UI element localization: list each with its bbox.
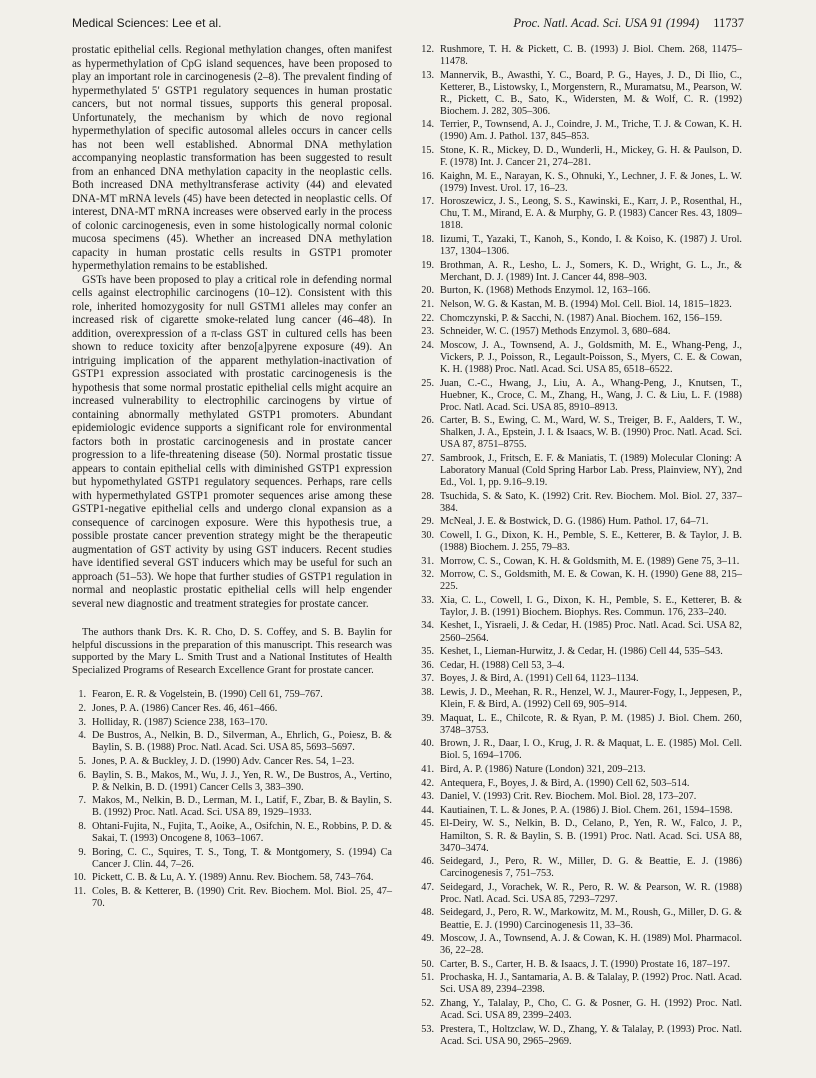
reference-number: 43. bbox=[421, 791, 434, 803]
reference-number: 19. bbox=[421, 259, 434, 271]
reference-number: 20. bbox=[421, 285, 434, 297]
reference-number: 47. bbox=[421, 881, 434, 893]
reference-text: Schneider, W. C. (1957) Methods Enzymol. 3, 680–684. bbox=[440, 326, 671, 338]
reference-number: 46. bbox=[421, 856, 434, 868]
reference-number: 30. bbox=[421, 529, 434, 541]
reference-text: Brothman, A. R., Lesho, L. J., Somers, K. D., Wright, G. L., Jr., & Merchant, D. J. (1989) Int. J. Cancer 44, 898–903. bbox=[440, 259, 742, 283]
reference-item bbox=[72, 730, 392, 754]
reference-item bbox=[72, 886, 392, 910]
reference-number: 42. bbox=[421, 777, 434, 789]
reference-text: McNeal, J. E. & Bostwick, D. G. (1986) Hum. Pathol. 17, 64–71. bbox=[440, 516, 709, 528]
header-journal-citation bbox=[513, 16, 744, 31]
reference-number: 4. bbox=[78, 730, 86, 742]
reference-number: 16. bbox=[421, 170, 434, 182]
reference-text: Coles, B. & Ketterer, B. (1990) Crit. Rev. Biochem. Mol. Biol. 25, 47–70. bbox=[92, 885, 392, 909]
reference-number: 33. bbox=[421, 594, 434, 606]
reference-item bbox=[420, 620, 742, 644]
reference-number: 14. bbox=[421, 119, 434, 131]
reference-item bbox=[420, 1024, 742, 1048]
header-page-number: 11737 bbox=[713, 16, 744, 30]
reference-item bbox=[420, 687, 742, 711]
reference-text: Boring, C. C., Squires, T. S., Tong, T. & Montgomery, S. (1994) Ca Cancer J. Clin. 44, 7–26. bbox=[92, 846, 392, 870]
reference-number: 27. bbox=[421, 452, 434, 464]
reference-list-left bbox=[72, 689, 392, 909]
reference-item bbox=[420, 907, 742, 931]
reference-item bbox=[420, 313, 742, 325]
reference-item bbox=[420, 660, 742, 672]
reference-text: Seidegard, J., Pero, R. W., Markowitz, M. M., Roush, G., Miller, D. G. & Beattie, E. J. (1990) Carcinogenesis 11, 33–36. bbox=[440, 907, 742, 931]
reference-text: Cowell, I. G., Dixon, K. H., Pemble, S. E., Ketterer, B. & Taylor, J. B. (1988) Biochem. J. 255, 79–83. bbox=[440, 529, 742, 553]
reference-item bbox=[420, 933, 742, 957]
reference-item bbox=[420, 791, 742, 803]
reference-item bbox=[420, 569, 742, 593]
reference-item bbox=[420, 805, 742, 817]
reference-number: 37. bbox=[421, 673, 434, 685]
reference-number: 52. bbox=[421, 998, 434, 1010]
reference-number: 22. bbox=[421, 312, 434, 324]
reference-text: Keshet, I., Lieman-Hurwitz, J. & Cedar, H. (1986) Cell 44, 535–543. bbox=[440, 646, 723, 658]
reference-text: Ohtani-Fujita, N., Fujita, T., Aoike, A., Osifchin, N. E., Robbins, P. D. & Sakai, T. (1993) Oncogene 8, 1063–1067. bbox=[92, 820, 392, 844]
body-paragraph: prostatic epithelial cells. Regional methylation changes, often manifest as hypermethylation of CpG island sequences, have been proposed to play an important role in carcinogenesis (2–8). The prevalent finding of hypermethylated 5′ GSTP1 regulatory sequences in human prostatic cancers, but not normal tissues, supports this general proposal. Unfortunately, the mechanism by which de novo regional hypermethylation of specific autosomal alleles occurs in cancer cells has not been well established. Abnormal DNA methylation accompanying neoplastic transformation has been suggested to result from an enhanced DNA methylation capacity in the neoplastic cells. Both increased DNA methyltransferase activity (44) and elevated DNA-MT mRNA levels (45) have been detected in neoplastic cells. Of interest, DNA-MT mRNA increases were observed early in the process of colonic carcinogenesis, even in some histologically normal colonic mucosa specimens (45). Whether an increased DNA methylation capacity in human prostatic cells results in GSTP1 promoter hypermethylation remains to be established. bbox=[72, 44, 392, 272]
reference-number: 48. bbox=[421, 907, 434, 919]
reference-text: Rushmore, T. H. & Pickett, C. B. (1993) J. Biol. Chem. 268, 11475–11478. bbox=[440, 44, 742, 68]
reference-text: Carter, B. S., Carter, H. B. & Isaacs, J. T. (1990) Prostate 16, 187–197. bbox=[440, 958, 731, 970]
reference-text: Holliday, R. (1987) Science 238, 163–170. bbox=[92, 716, 268, 728]
reference-text: Burton, K. (1968) Methods Enzymol. 12, 163–166. bbox=[440, 285, 651, 297]
reference-item bbox=[420, 516, 742, 528]
reference-text: Brown, J. R., Daar, I. O., Krug, J. R. & Maquat, L. E. (1985) Mol. Cell. Biol. 5, 1694–1706. bbox=[440, 738, 742, 762]
reference-text: Stone, K. R., Mickey, D. D., Wunderli, H., Mickey, G. H. & Paulson, D. F. (1978) Int. J. Cancer 21, 274–281. bbox=[440, 145, 742, 169]
reference-number: 39. bbox=[421, 712, 434, 724]
reference-text: Iizumi, T., Yazaki, T., Kanoh, S., Kondo, I. & Koiso, K. (1987) J. Urol. 137, 1304–1306. bbox=[440, 234, 742, 258]
reference-item bbox=[420, 764, 742, 776]
reference-number: 40. bbox=[421, 738, 434, 750]
reference-text: Seidegard, J., Vorachek, W. R., Pero, R. W. & Pearson, W. R. (1988) Proc. Natl. Acad. Sci. USA 85, 7293–7297. bbox=[440, 881, 742, 905]
reference-number: 21. bbox=[421, 298, 434, 310]
reference-text: Maquat, L. E., Chilcote, R. & Ryan, P. M. (1985) J. Biol. Chem. 260, 3748–3753. bbox=[440, 712, 742, 736]
reference-text: Baylin, S. B., Makos, M., Wu, J. J., Yen, R. W., De Bustros, A., Vertino, P. & Nelkin, B. D. (1991) Cancer Cells 3, 383–390. bbox=[92, 769, 392, 793]
reference-item bbox=[420, 856, 742, 880]
reference-item bbox=[420, 778, 742, 790]
reference-item bbox=[420, 260, 742, 284]
reference-item bbox=[420, 556, 742, 568]
reference-text: Tsuchida, S. & Sato, K. (1992) Crit. Rev. Biochem. Mol. Biol. 27, 337–384. bbox=[440, 490, 742, 514]
reference-item bbox=[420, 595, 742, 619]
reference-number: 34. bbox=[421, 620, 434, 632]
left-column bbox=[72, 44, 392, 911]
reference-item bbox=[420, 378, 742, 414]
reference-text: Jones, P. A. & Buckley, J. D. (1990) Adv. Cancer Res. 54, 1–23. bbox=[92, 755, 355, 767]
reference-number: 35. bbox=[421, 646, 434, 658]
reference-text: Juan, C.-C., Hwang, J., Liu, A. A., Whang-Peng, J., Knutsen, T., Huebner, K., Croce, C. M., Zhang, H., Wang, J. C. & Liu, L. F. (1988) Proc. Natl. Acad. Sci. USA 85, 8910–8913. bbox=[440, 377, 742, 413]
reference-number: 8. bbox=[78, 820, 86, 832]
reference-number: 12. bbox=[421, 44, 434, 55]
reference-item bbox=[420, 326, 742, 338]
reference-text: El-Deiry, W. S., Nelkin, B. D., Celano, P., Yen, R. W., Falco, J. P., Hamilton, S. R. & Baylin, S. B. (1991) Proc. Natl. Acad. Sci. USA 88, 3470–3474. bbox=[440, 818, 742, 854]
reference-number: 53. bbox=[421, 1023, 434, 1035]
reference-item bbox=[420, 959, 742, 971]
reference-text: Pickett, C. B. & Lu, A. Y. (1989) Annu. Rev. Biochem. 58, 743–764. bbox=[92, 872, 374, 884]
reference-text: Mannervik, B., Awasthi, Y. C., Board, P. G., Hayes, J. D., Di Ilio, C., Ketterer, B., Listowsky, I., Morgenstern, R., Muramatsu, M., Pearson, W. R., Pickett, C. B., Sato, K., Widersten, M. & Wolf, C. R. (1992) Biochem. J. 282, 305–306. bbox=[440, 69, 742, 117]
reference-text: Moscow, J. A., Townsend, A. J. & Cowan, K. H. (1989) Mol. Pharmacol. 36, 22–28. bbox=[440, 933, 742, 957]
reference-number: 49. bbox=[421, 933, 434, 945]
reference-item bbox=[420, 171, 742, 195]
reference-item bbox=[420, 453, 742, 489]
reference-text: Carter, B. S., Ewing, C. M., Ward, W. S., Treiger, B. F., Aalders, T. W., Shalken, J. A., Epstein, J. I. & Isaacs, W. B. (1990) Proc. Natl. Acad. Sci. USA 87, 8751–8755. bbox=[440, 415, 742, 451]
reference-text: Chomczynski, P. & Sacchi, N. (1987) Anal. Biochem. 162, 156–159. bbox=[440, 312, 723, 324]
header-journal: Proc. Natl. Acad. Sci. USA 91 (1994) bbox=[513, 16, 700, 30]
reference-number: 29. bbox=[421, 516, 434, 528]
reference-item bbox=[420, 530, 742, 554]
reference-item bbox=[72, 795, 392, 819]
reference-text: Bird, A. P. (1986) Nature (London) 321, 209–213. bbox=[440, 763, 646, 775]
reference-text: Cedar, H. (1988) Cell 53, 3–4. bbox=[440, 659, 565, 671]
reference-number: 7. bbox=[78, 795, 86, 807]
body-text bbox=[72, 44, 392, 611]
reference-text: Makos, M., Nelkin, B. D., Lerman, M. I., Latif, F., Zbar, B. & Baylin, S. B. (1992) Proc. Natl. Acad. Sci. USA 89, 1929–1933. bbox=[92, 795, 392, 819]
reference-item bbox=[420, 145, 742, 169]
reference-text: Sambrook, J., Fritsch, E. F. & Maniatis, T. (1989) Molecular Cloning: A Laboratory Manual (Cold Spring Harbor Lab. Press, Plainview, NY), 2nd Ed., Vol. 1, pp. 9.16–9.19. bbox=[440, 452, 742, 488]
reference-item bbox=[420, 491, 742, 515]
reference-text: Prestera, T., Holtzclaw, W. D., Zhang, Y. & Talalay, P. (1993) Proc. Natl. Acad. Sci. USA 90, 2965–2969. bbox=[440, 1023, 742, 1047]
reference-number: 31. bbox=[421, 555, 434, 567]
reference-item bbox=[420, 196, 742, 232]
running-header bbox=[72, 16, 744, 36]
reference-number: 1. bbox=[78, 689, 86, 701]
reference-item bbox=[420, 234, 742, 258]
reference-number: 32. bbox=[421, 569, 434, 581]
reference-list-right bbox=[420, 44, 742, 1048]
reference-text: Jones, P. A. (1986) Cancer Res. 46, 461–466. bbox=[92, 703, 278, 714]
reference-item bbox=[72, 689, 392, 701]
reference-item bbox=[72, 717, 392, 729]
reference-item bbox=[420, 646, 742, 658]
reference-item bbox=[420, 415, 742, 451]
reference-number: 17. bbox=[421, 196, 434, 208]
reference-number: 50. bbox=[421, 958, 434, 970]
reference-item bbox=[420, 299, 742, 311]
reference-number: 23. bbox=[421, 326, 434, 338]
reference-text: Moscow, J. A., Townsend, A. J., Goldsmith, M. E., Whang-Peng, J., Vickers, P. J., Poisson, R., Legault-Poisson, S., Myers, C. E. & Cowan, K. H. (1988) Proc. Natl. Acad. Sci. USA 85, 6518–6522. bbox=[440, 339, 742, 375]
reference-text: Morrow, C. S., Cowan, K. H. & Goldsmith, M. E. (1989) Gene 75, 3–11. bbox=[440, 555, 740, 567]
reference-number: 15. bbox=[421, 145, 434, 157]
reference-text: Kautiainen, T. L. & Jones, P. A. (1986) J. Biol. Chem. 261, 1594–1598. bbox=[440, 804, 733, 816]
reference-item bbox=[72, 872, 392, 884]
right-column bbox=[420, 44, 742, 1049]
reference-item bbox=[420, 998, 742, 1022]
reference-number: 36. bbox=[421, 659, 434, 671]
body-paragraph: GSTs have been proposed to play a critical role in defending normal cells against electrophilic carcinogens (10–12). Consistent with this role, inherited homozygosity for null GSTM1 alleles may confer an increased risk of cigarette smoke-related lung cancer (46–48). In addition, overexpression of a π-class GST in cultured cells has been shown to reduce toxicity after benzo[a]pyrene exposure (49). An intriguing implication of the apparent methylation-inactivation of GSTP1 expression associated with prostatic carcinogenesis is the hypothesis that some normal prostatic epithelial cells might acquire an increased vulnerability to electrophilic carcinogens by virtue of containing abnormally methylated GSTP1 promoters. Abundant epidemiologic evidence supports a significant role for environmental factors both in prostatic carcinogenesis and in prostate cancer progression to a life-threatening disease (50). Normal prostatic tissue appears to contain epithelial cells with diminished GSTP1 expression but hypomethylated GSTP1 regulatory sequences. Perhaps, rare cells with hypermethylated GSTP1 promoter sequences arise among these GSTP1-negative epithelial cells and undergo clonal expansion as a consequence of carcinogen exposure. Were this hypothesis true, a possible prostate cancer prevention strategy might be the therapeutic augmentation of GST activity by using GST inducers. Recent studies have identified several GST inducers which may be useful for such an approach (51–53). We hope that further studies of GSTP1 regulation in normal and neoplastic prostatic epithelial cells will help engender several new diagnostic and treatment strategies for prostate cancer. bbox=[72, 273, 392, 610]
reference-item bbox=[72, 770, 392, 794]
acknowledgment: The authors thank Drs. K. R. Cho, D. S. Coffey, and S. B. Baylin for helpful discussions in the preparation of this manuscript. This research was supported by the Mary L. Smith Trust and a National Institutes of Health Specialized Programs of Research Excellence Grant for prostate cancer. bbox=[72, 627, 392, 676]
header-section-title: Medical Sciences: Lee et al. bbox=[72, 16, 222, 30]
reference-item bbox=[420, 738, 742, 762]
reference-number: 41. bbox=[421, 763, 434, 775]
reference-item bbox=[72, 756, 392, 768]
reference-number: 9. bbox=[78, 846, 86, 858]
reference-number: 26. bbox=[421, 415, 434, 427]
reference-item bbox=[420, 119, 742, 143]
reference-number: 51. bbox=[421, 972, 434, 984]
reference-number: 6. bbox=[78, 769, 86, 781]
reference-text: Zhang, Y., Talalay, P., Cho, C. G. & Posner, G. H. (1992) Proc. Natl. Acad. Sci. USA 89, 2399–2403. bbox=[440, 998, 742, 1022]
reference-number: 25. bbox=[421, 377, 434, 389]
reference-number: 38. bbox=[421, 687, 434, 698]
reference-number: 13. bbox=[421, 69, 434, 81]
reference-item bbox=[72, 703, 392, 715]
reference-text: Kaighn, M. E., Narayan, K. S., Ohnuki, Y., Lechner, J. F. & Jones, L. W. (1979) Invest. Urol. 17, 16–23. bbox=[440, 170, 742, 194]
reference-number: 5. bbox=[78, 755, 86, 767]
reference-text: Morrow, C. S., Goldsmith, M. E. & Cowan, K. H. (1990) Gene 88, 215–225. bbox=[440, 569, 742, 593]
reference-number: 18. bbox=[421, 234, 434, 246]
reference-text: Seidegard, J., Pero, R. W., Miller, D. G. & Beattie, E. J. (1986) Carcinogenesis 7, 751–753. bbox=[440, 856, 742, 880]
reference-text: Xia, C. L., Cowell, I. G., Dixon, K. H., Pemble, S. E., Ketterer, B. & Taylor, J. B. (1991) Biochem. Biophys. Res. Commun. 176, 233–240. bbox=[440, 594, 742, 618]
reference-number: 24. bbox=[421, 339, 434, 351]
reference-text: Keshet, I., Yisraeli, J. & Cedar, H. (1985) Proc. Natl. Acad. Sci. USA 82, 2560–2564. bbox=[440, 620, 742, 644]
reference-item bbox=[420, 285, 742, 297]
reference-number: 3. bbox=[78, 716, 86, 728]
reference-text: Daniel, V. (1993) Crit. Rev. Biochem. Mol. Biol. 28, 173–207. bbox=[440, 791, 697, 803]
reference-item bbox=[420, 340, 742, 376]
reference-number: 11. bbox=[73, 885, 86, 897]
reference-text: Nelson, W. G. & Kastan, M. B. (1994) Mol. Cell. Biol. 14, 1815–1823. bbox=[440, 298, 732, 310]
reference-item bbox=[420, 882, 742, 906]
reference-text: Lewis, J. D., Meehan, R. R., Henzel, W. J., Maurer-Fogy, I., Jeppesen, P., Klein, F. & Bird, A. (1992) Cell 69, 905–914. bbox=[440, 687, 742, 711]
reference-text: Boyes, J. & Bird, A. (1991) Cell 64, 1123–1134. bbox=[440, 673, 639, 685]
reference-text: De Bustros, A., Nelkin, B. D., Silverman, A., Ehrlich, G., Poiesz, B. & Baylin, S. B. (1988) Proc. Natl. Acad. Sci. USA 85, 5693–5697. bbox=[92, 730, 392, 754]
reference-item bbox=[420, 44, 742, 68]
reference-number: 28. bbox=[421, 490, 434, 502]
reference-text: Horoszewicz, J. S., Leong, S. S., Kawinski, E., Karr, J. P., Rosenthal, H., Chu, T. M., Mirand, E. A. & Murphy, G. P. (1983) Cancer Res. 43, 1809–1818. bbox=[440, 196, 742, 232]
reference-item bbox=[72, 821, 392, 845]
reference-item bbox=[420, 70, 742, 118]
reference-number: 10. bbox=[73, 872, 86, 884]
reference-number: 44. bbox=[421, 804, 434, 816]
reference-text: Fearon, E. R. & Vogelstein, B. (1990) Cell 61, 759–767. bbox=[92, 689, 323, 701]
reference-text: Prochaska, H. J., Santamaria, A. B. & Talalay, P. (1992) Proc. Natl. Acad. Sci. USA 89, 2394–2398. bbox=[440, 972, 742, 996]
reference-number: 45. bbox=[421, 818, 434, 830]
reference-item bbox=[72, 847, 392, 871]
reference-item bbox=[420, 673, 742, 685]
reference-item bbox=[420, 972, 742, 996]
reference-text: Terrier, P., Townsend, A. J., Coindre, J. M., Triche, T. J. & Cowan, K. H. (1990) Am. J. Pathol. 137, 845–853. bbox=[440, 119, 742, 143]
reference-text: Antequera, F., Boyes, J. & Bird, A. (1990) Cell 62, 503–514. bbox=[440, 777, 690, 789]
reference-number: 2. bbox=[78, 703, 86, 714]
reference-item bbox=[420, 818, 742, 854]
reference-item bbox=[420, 713, 742, 737]
